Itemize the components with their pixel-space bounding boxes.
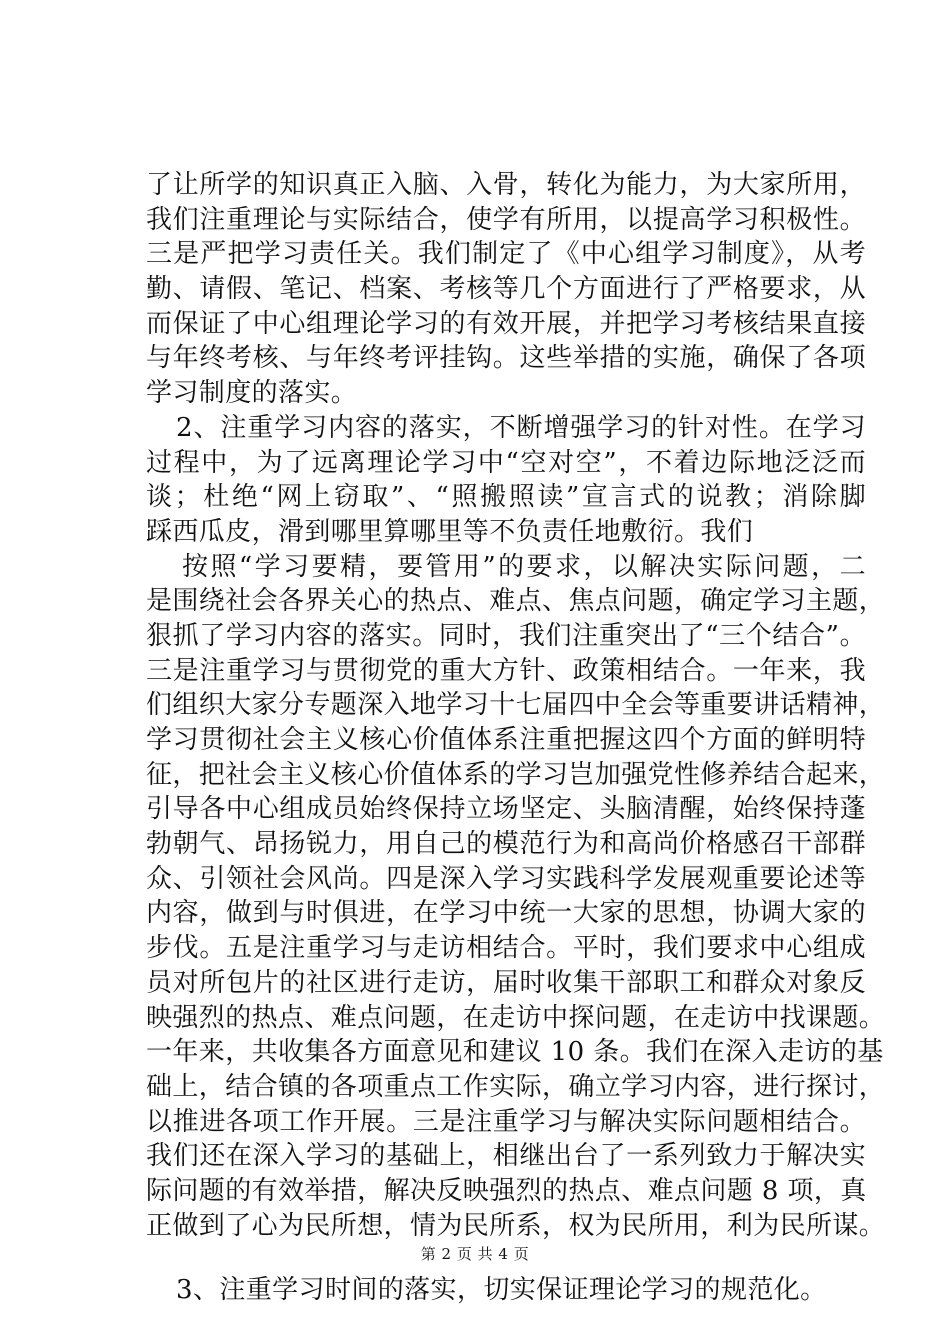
text-line: 勤、请假、笔记、档案、考核等几个方面进行了严格要求，从 (146, 274, 866, 305)
text-line: 们组织大家分专题深入地学习十七届四中全会等重要讲话精神， (146, 690, 886, 721)
text-line: 学习贯彻社会主义核心价值体系注重把握这四个方面的鲜明特 (146, 725, 866, 755)
text-line: 三是严把学习责任关。我们制定了《中心组学习制度》，从考 (146, 239, 866, 270)
text-line: 过程中，为了远离理论学习中“空对空”，不着边际地泛泛而 (146, 447, 866, 478)
page-number-footer: 第 2 页 共 4 页 (420, 1245, 530, 1263)
text-line: 是围绕社会各界关心的热点、难点、焦点问题，确定学习主题， (146, 586, 886, 617)
document-body (146, 168, 886, 1308)
text-line: 内容，做到与时俱进，在学习中统一大家的思想，协调大家的 (146, 898, 866, 929)
text-line: 以推进各项工作开展。三是注重学习与解决实际问题相结合。 (146, 1106, 866, 1137)
text-line: 勃朝气、昂扬锐力，用自己的模范行为和高尚价格感召干部群 (146, 829, 866, 860)
text-line: 狠抓了学习内容的落实。同时，我们注重突出了“三个结合”。 (146, 620, 866, 651)
text-line: 征，把社会主义核心价值体系的学习岂加强党性修养结合起来， (146, 759, 886, 790)
text-line: 正做到了心为民所想，情为民所系，权为民所用，利为民所谋。 (146, 1210, 886, 1241)
text-line: 按照“学习要精，要管用”的要求，以解决实际问题，二 (182, 551, 866, 582)
paragraph-2-heading-line: 2、注重学习内容的落实，不断增强学习的针对性。在学习 (176, 412, 866, 443)
text-line: 我们注重理论与实际结合，使学有所用，以提高学习积极性。 (146, 204, 866, 235)
text-line: 踩西瓜皮，滑到哪里算哪里等不负责任地敷衍。我们 (146, 516, 754, 547)
text-line: 映强烈的热点、难点问题，在走访中探问题，在走访中找课题。 (146, 1002, 886, 1033)
text-line: 际问题的有效举措，解决反映强烈的热点、难点问题 8 项，真 (146, 1175, 867, 1206)
text-line: 础上，结合镇的各项重点工作实际，确立学习内容，进行探讨， (146, 1071, 886, 1102)
section-3-heading: 3、注重学习时间的落实，切实保证理论学习的规范化。 (176, 1275, 827, 1306)
text-line: 了让所学的知识真正入脑、入骨，转化为能力，为大家所用， (146, 170, 866, 200)
text-line: 三是注重学习与贯彻党的重大方针、政策相结合。一年来，我 (146, 655, 866, 686)
text-line: 众、引领社会风尚。四是深入学习实践科学发展观重要论述等 (146, 863, 866, 894)
text-line: 学习制度的落实。 (146, 378, 358, 409)
text-line: 我们还在深入学习的基础上，相继出台了一系列致力于解决实 (146, 1141, 866, 1172)
text-line: 引导各中心组成员始终保持立场坚定、头脑清醒，始终保持蓬 (146, 794, 866, 825)
text-line: 员对所包片的社区进行走访，届时收集干部职工和群众对象反 (146, 967, 866, 998)
text-line: 而保证了中心组理论学习的有效开展，并把学习考核结果直接 (146, 308, 866, 339)
text-line: 与年终考核、与年终考评挂钩。这些举措的实施，确保了各项 (146, 343, 866, 374)
text-line: 步伐。五是注重学习与走访相结合。平时，我们要求中心组成 (146, 933, 866, 964)
text-line: 一年来，共收集各方面意见和建议 10 条。我们在深入走访的基 (146, 1037, 884, 1068)
text-line: 谈；杜绝“网上窃取”、“照搬照读”宣言式的说教；消除脚 (146, 482, 866, 513)
